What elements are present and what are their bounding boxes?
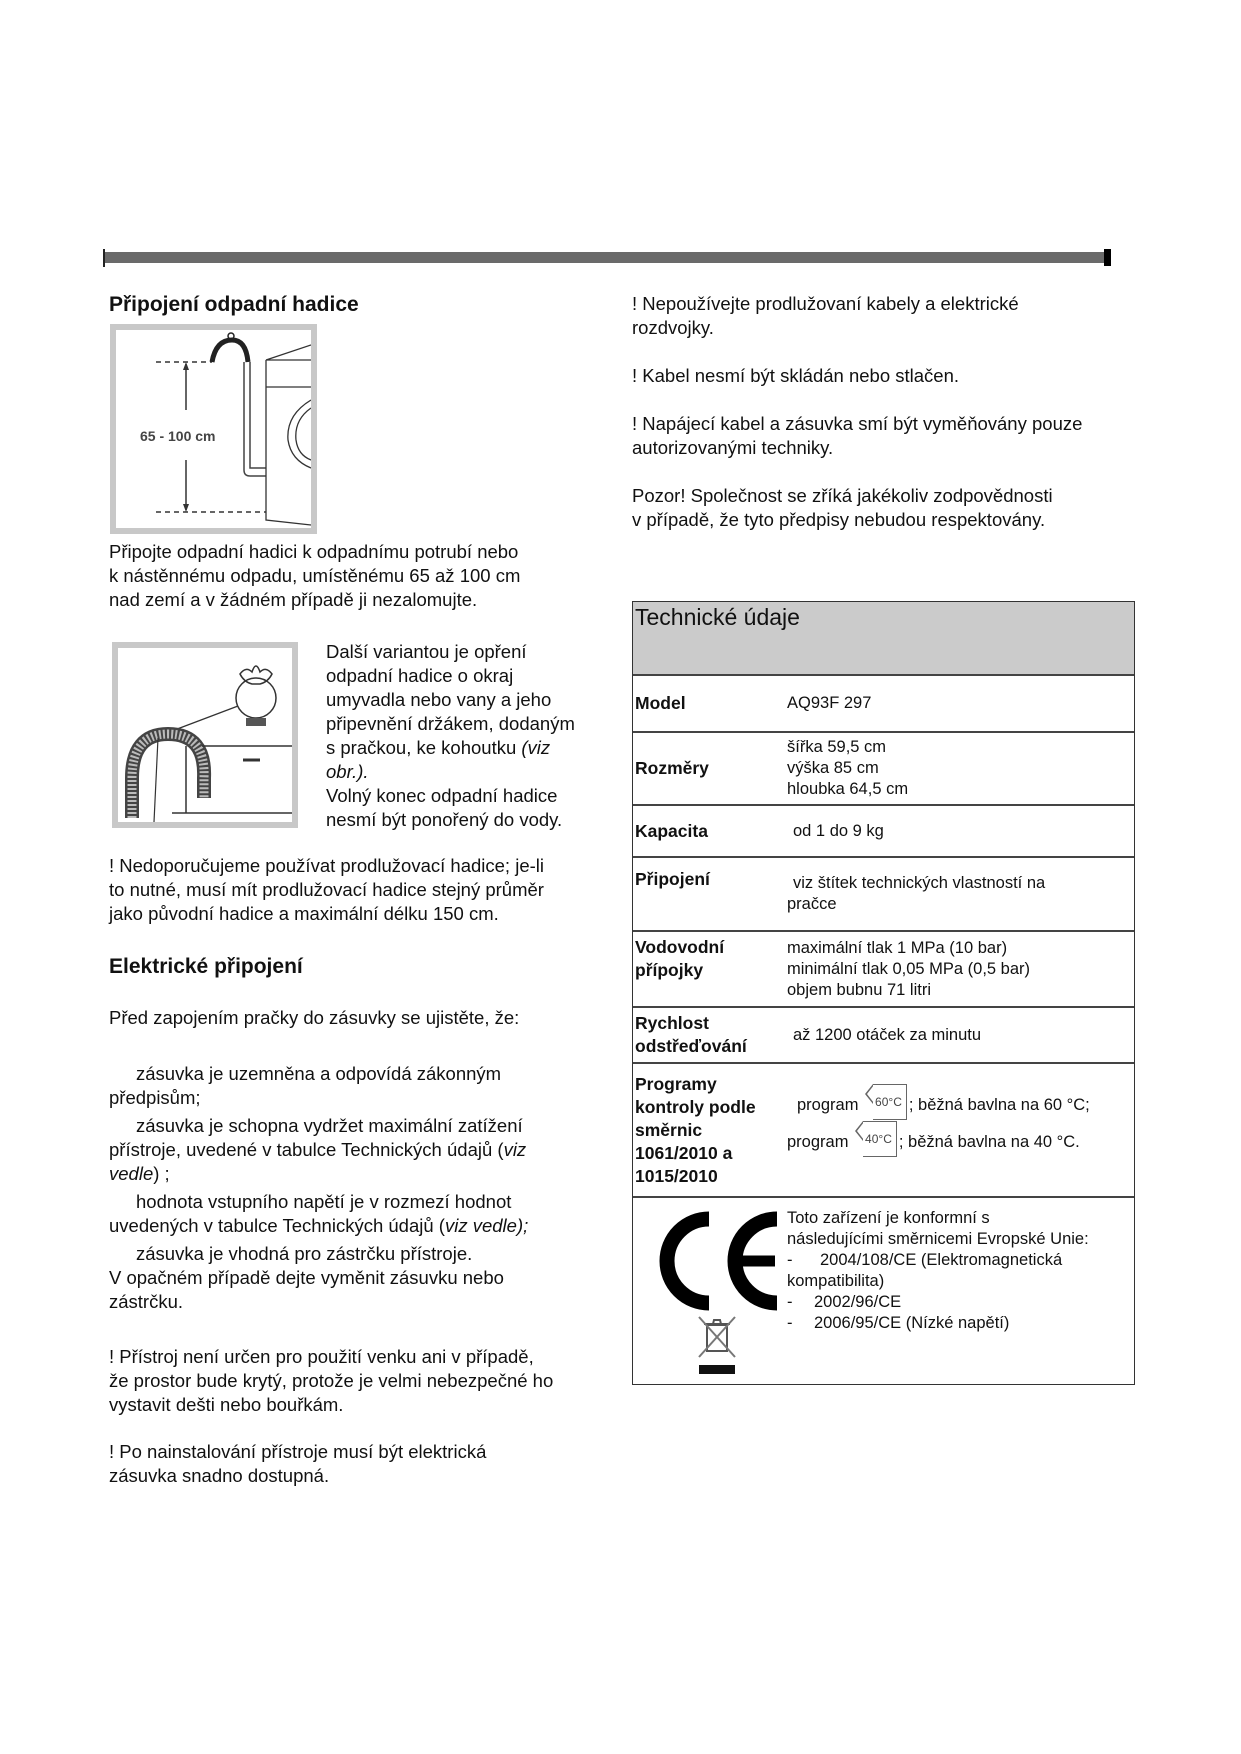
- text-line: umyvadla nebo vany a jeho: [326, 689, 552, 710]
- table-row-capacity: [633, 806, 1134, 858]
- program-60-line: program 60°C ; běžná bavlna na 60 °C;: [787, 1084, 1134, 1121]
- text-line: jako původní hadice a maximální délku 150 cm.: [109, 903, 499, 924]
- text-line: ! Přístroj není určen pro použití venku ani v případě,: [109, 1346, 534, 1367]
- conformity-text: [787, 1198, 1134, 1384]
- checklist-item: zásuvka je uzemněna a odpovídá zákonným: [136, 1063, 502, 1084]
- text-line: zástrčku.: [109, 1291, 184, 1312]
- header-rule-cap-right: [1104, 249, 1111, 266]
- text-line: ! Nepoužívejte prodlužovaní kabely a elektrické: [632, 293, 1019, 314]
- checklist-item: hodnota vstupního napětí je v rozmezí hodnot: [136, 1191, 512, 1212]
- text-line: šířka 59,5 cm: [787, 738, 887, 756]
- text-line: přípojky: [635, 960, 704, 980]
- table-row-test-programs: [633, 1064, 1134, 1198]
- table-row-spin: [633, 1008, 1134, 1064]
- table-row-water: [633, 932, 1134, 1008]
- text-line: nad zemí a v žádném případě ji nezalomujte.: [109, 589, 478, 610]
- text-line: odstřeďování: [635, 1036, 747, 1056]
- table-row-conformity: [633, 1198, 1134, 1384]
- text-line: předpisům;: [109, 1087, 201, 1108]
- energy-label-60-icon: 60°C: [873, 1084, 907, 1120]
- text-line: s pračkou, ke kohoutku (viz: [326, 737, 551, 758]
- row-value: [787, 858, 1134, 930]
- text-line: objem bubnu 71 litri: [787, 980, 932, 999]
- table-row-model: [633, 676, 1134, 733]
- row-value: až 1200 otáček za minutu: [793, 1025, 982, 1044]
- row-value: AQ93F 297: [787, 694, 872, 712]
- energy-label-40-icon: 40°C: [863, 1121, 897, 1157]
- text-line: ! Nedoporučujeme používat prodlužovací hadice; je-li: [109, 855, 544, 876]
- text-line: Rychlost: [635, 1013, 709, 1033]
- sink-hose-figure: [112, 642, 298, 828]
- electric-intro: Před zapojením pračky do zásuvky se ujistěte, že:: [109, 1007, 520, 1028]
- text-line: pračce: [787, 895, 837, 913]
- row-label: [633, 1064, 787, 1196]
- drain-height-figure: [110, 324, 317, 534]
- checklist-item: zásuvka je schopna vydržet maximální zatížení: [136, 1115, 523, 1136]
- text-line: minimální tlak 0,05 MPa (0,5 bar): [787, 959, 1031, 978]
- row-label: Kapacita: [635, 820, 708, 841]
- text-line: ! Napájecí kabel a zásuvka smí být vyměňovány pouze: [632, 413, 1083, 434]
- technical-data-title: Technické údaje: [633, 602, 1134, 676]
- text-line: 1015/2010: [635, 1165, 718, 1186]
- text-line: zásuvka snadno dostupná.: [109, 1465, 330, 1486]
- row-value: [787, 1064, 1134, 1196]
- text-line: hloubka 64,5 cm: [787, 780, 909, 798]
- socket-access-warning: [109, 1440, 486, 1488]
- row-label: Připojení: [635, 869, 710, 889]
- text-line: maximální tlak 1 MPa (10 bar): [787, 938, 1008, 957]
- row-label: Rozměry: [635, 758, 709, 778]
- height-range-label: 65 - 100 cm: [140, 428, 216, 444]
- text-line: Toto zařízení je konformní s: [787, 1209, 990, 1227]
- text-line: k nástěnnému odpadu, umístěnému 65 až 100 cm: [109, 565, 521, 586]
- extension-hose-warning: [109, 854, 544, 926]
- sink-hose-holder-illustration: [118, 648, 292, 822]
- row-label: Model: [635, 693, 686, 713]
- row-label: [633, 1008, 787, 1062]
- directive-item: - 2002/96/CE: [787, 1293, 902, 1311]
- text-line: nesmí být ponořený do vody.: [326, 809, 563, 830]
- text-line: Připojte odpadní hadici k odpadnímu potrubí nebo: [109, 541, 519, 562]
- text-line: rozdvojky.: [632, 317, 714, 338]
- text-line: odpadní hadice o okraj: [326, 665, 514, 686]
- drain-hose-heading: Připojení odpadní hadice: [109, 293, 359, 316]
- ce-mark-icon: [653, 1211, 783, 1311]
- text-line: Programy: [635, 1073, 717, 1094]
- drain-instruction-paragraph: [109, 540, 520, 612]
- row-value: od 1 do 9 kg: [793, 821, 884, 840]
- text-line: 1061/2010 a: [635, 1142, 733, 1163]
- text-line: kontroly podle: [635, 1096, 756, 1117]
- text-line: obr.).: [326, 761, 369, 782]
- program-40-line: program 40°C ; běžná bavlna na 40 °C.: [787, 1121, 1134, 1158]
- text-line: uvedených v tabulce Technických údajů (viz vedle);: [109, 1215, 529, 1236]
- text-line: V opačném případě dejte vyměnit zásuvku nebo: [109, 1267, 504, 1288]
- row-label: [633, 932, 787, 1006]
- text-line: Další variantou je opření: [326, 641, 527, 662]
- header-rule-cap-left: [103, 249, 105, 267]
- power-cable-replacement-warning: [632, 412, 1082, 460]
- checklist-item: zásuvka je vhodná pro zástrčku přístroje.: [136, 1243, 473, 1264]
- electric-checklist: [109, 1062, 629, 1314]
- directive-item: - 2004/108/CE (Elektromagnetická: [787, 1251, 1063, 1269]
- text-line: vedle) ;: [109, 1163, 170, 1184]
- row-value: [787, 932, 1134, 1006]
- weee-crossed-bin-icon: [695, 1315, 739, 1375]
- text-line: Volný konec odpadní hadice: [326, 785, 558, 806]
- directive-item: - 2006/95/CE (Nízké napětí): [787, 1314, 1010, 1332]
- text-line: následujícími směrnicemi Evropské Unie:: [787, 1230, 1089, 1248]
- conformity-marks: [633, 1198, 787, 1384]
- text-line: kompatibilita): [787, 1272, 885, 1290]
- text-line: výška 85 cm: [787, 759, 879, 777]
- alternative-drain-paragraph: [326, 640, 575, 832]
- text-line: připevnění držákem, dodaným: [326, 713, 575, 734]
- text-line: viz štítek technických vlastností na: [793, 874, 1046, 892]
- text-line: směrnic: [635, 1119, 703, 1140]
- text-line: to nutné, musí mít prodlužovací hadice stejný průměr: [109, 879, 544, 900]
- text-line: ! Po nainstalování přístroje musí být elektrická: [109, 1441, 487, 1462]
- extension-cable-warning: [632, 292, 1019, 340]
- text-line: že prostor bude krytý, protože je velmi nebezpečné ho: [109, 1370, 554, 1391]
- liability-disclaimer: [632, 484, 1053, 532]
- row-value: [787, 733, 1134, 804]
- cable-fold-warning: ! Kabel nesmí být skládán nebo stlačen.: [632, 365, 960, 386]
- text-line: Vodovodní: [635, 937, 725, 957]
- outdoor-use-warning: [109, 1345, 553, 1417]
- electric-connection-heading: Elektrické připojení: [109, 955, 303, 978]
- header-rule: [104, 252, 1110, 263]
- table-row-dimensions: [633, 733, 1134, 806]
- text-line: vystavit dešti nebo bouřkám.: [109, 1394, 344, 1415]
- table-row-connection: [633, 858, 1134, 932]
- text-line: v případě, že tyto předpisy nebudou respektovány.: [632, 509, 1046, 530]
- text-line: autorizovanými techniky.: [632, 437, 834, 458]
- text-line: přístroje, uvedené v tabulce Technických údajů (viz: [109, 1139, 527, 1160]
- text-line: Pozor! Společnost se zříká jakékoliv zodpovědnosti: [632, 485, 1053, 506]
- technical-data-table: [632, 601, 1135, 1385]
